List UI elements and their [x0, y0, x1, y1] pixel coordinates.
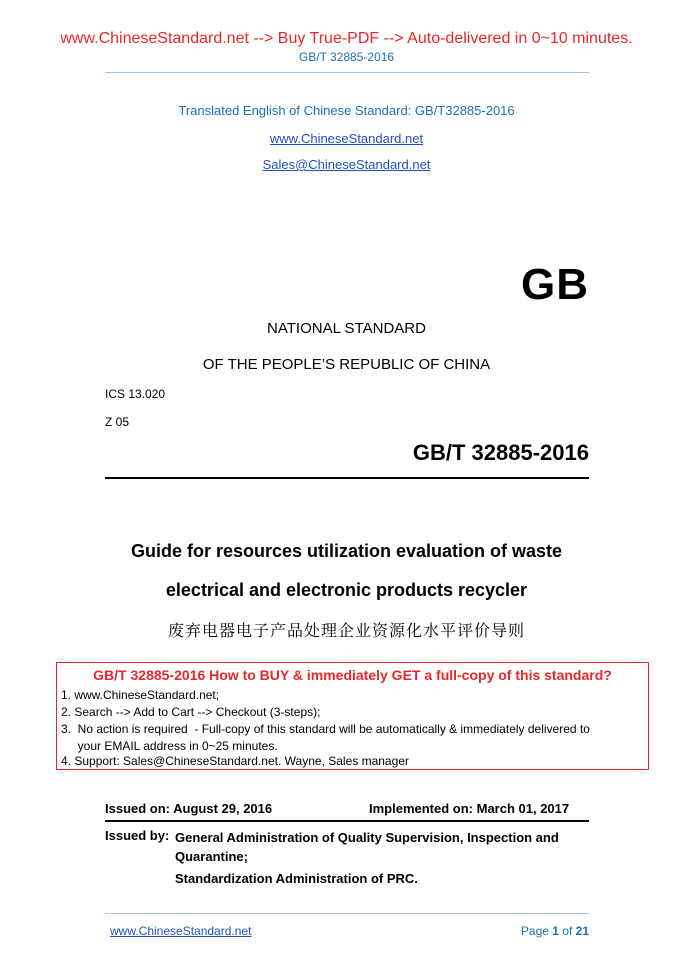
gb-mark: GB — [521, 260, 589, 309]
page-prefix: Page — [520, 924, 553, 938]
prc-heading: OF THE PEOPLE’S REPUBLIC OF CHINA — [202, 356, 491, 373]
purchase-heading[interactable]: GB/T 32885-2016 How to BUY & immediately GET a full-copy of this standard? — [93, 667, 612, 683]
footer-website-link[interactable]: www.ChineseStandard.net — [110, 924, 252, 938]
issuing-organization-1: General Administration of Quality Supervision, Inspection and Quarantine; — [175, 830, 559, 864]
purchase-step-1[interactable]: 1. www.ChineseStandard.net; — [61, 688, 220, 702]
email-link-row — [0, 156, 693, 174]
current-page: 1 — [552, 924, 559, 938]
national-standard-heading: NATIONAL STANDARD — [267, 320, 426, 337]
english-title-line-2: electrical and electronic products recycler — [165, 580, 528, 600]
header-standard-code: GB/T 32885-2016 — [298, 50, 395, 64]
purchase-info-box — [56, 662, 649, 770]
purchase-step-2: 2. Search --> Add to Cart --> Checkout (3-steps); — [61, 705, 321, 719]
website-link-row — [0, 130, 693, 148]
issued-by-label: Issued by: — [105, 828, 170, 843]
purchase-step-3-continued: your EMAIL address in 0~25 minutes. — [61, 739, 278, 753]
title-divider — [105, 477, 589, 479]
ics-code: ICS 13.020 — [105, 387, 166, 401]
top-banner[interactable]: www.ChineseStandard.net --> Buy True-PDF --> Auto-delivered in 0~10 minutes. — [60, 30, 633, 47]
implemented-on-date: Implemented on: March 01, 2017 — [369, 801, 570, 816]
purchase-step-3: 3. No action is required - Full-copy of this standard will be automatically & immediately delivered to — [61, 722, 590, 736]
total-pages: 21 — [575, 924, 589, 938]
issue-divider — [105, 820, 589, 822]
chinese-title: 废弃电器电子产品处理企业资源化水平评价导则 — [167, 623, 525, 640]
website-link[interactable]: www.ChineseStandard.net — [269, 131, 424, 146]
english-title-line-1: Guide for resources utilization evaluation of waste — [130, 541, 563, 561]
email-link[interactable]: Sales@ChineseStandard.net — [262, 157, 431, 172]
footer-divider — [105, 913, 589, 914]
issued-on-date: Issued on: August 29, 2016 — [105, 801, 273, 816]
standard-number: GB/T 32885-2016 — [412, 440, 589, 465]
issuing-organization-2: Standardization Administration of PRC. — [175, 871, 418, 886]
page-number — [521, 924, 589, 938]
translation-note: Translated English of Chinese Standard: GB/T32885-2016 — [178, 103, 515, 118]
page-of: of — [558, 924, 576, 938]
purchase-step-4[interactable]: 4. Support: Sales@ChineseStandard.net. Wayne, Sales manager — [61, 754, 409, 768]
header-divider — [105, 72, 589, 73]
classification-code: Z 05 — [105, 415, 130, 429]
